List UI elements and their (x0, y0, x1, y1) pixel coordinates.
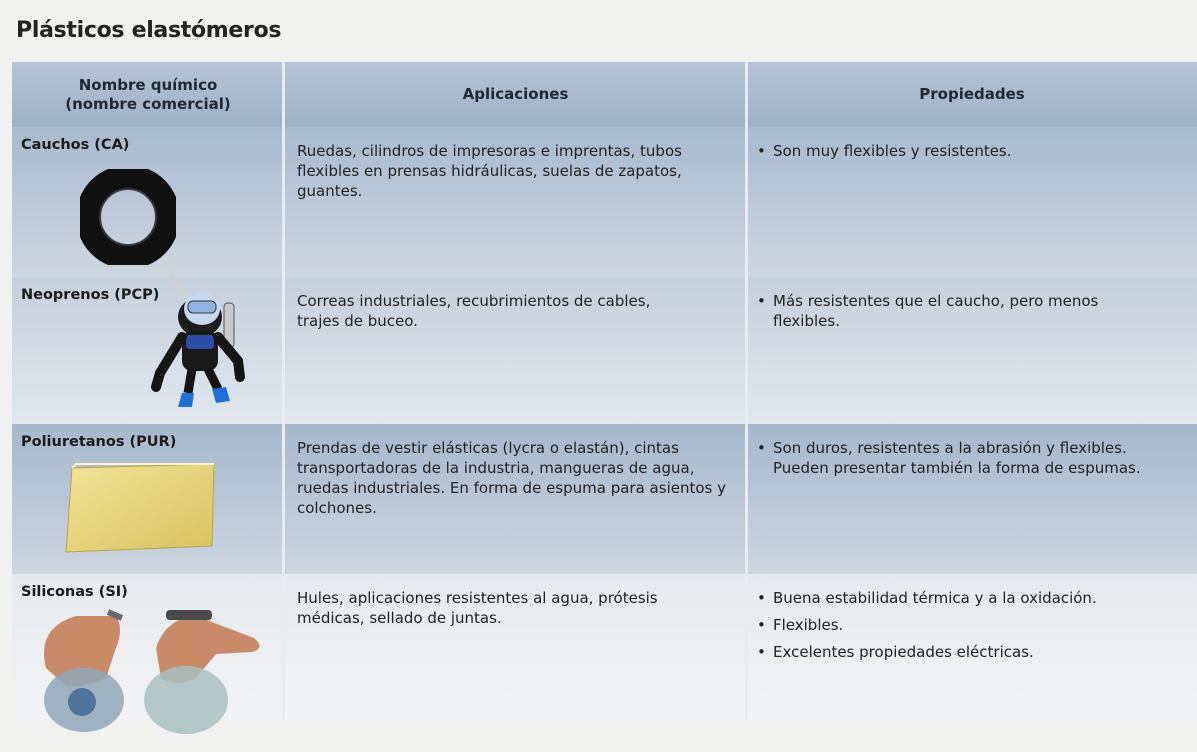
header-name-line1: Nombre químico (78, 75, 218, 94)
page-title: Plásticos elastómeros (16, 18, 282, 43)
elastomers-table (12, 62, 1197, 720)
property-item: • Son muy flexibles y resistentes. (757, 141, 1187, 161)
row-name: Neoprenos (PCP) (21, 287, 160, 303)
property-item: • Flexibles. (757, 615, 1187, 635)
foam-sponge-image (62, 462, 217, 554)
tire-image (80, 169, 176, 265)
row-properties (757, 588, 1187, 669)
row-name: Poliuretanos (PUR) (21, 434, 177, 450)
row-name: Cauchos (CA) (21, 137, 130, 153)
row-properties (757, 438, 1187, 485)
table-row (12, 424, 1197, 574)
header-name-line2: (nombre comercial) (65, 94, 231, 113)
row-applications: Hules, aplicaciones resistentes al agua, prótesis médicas, sellado de juntas. (297, 589, 658, 627)
silicone-hands-image (26, 608, 266, 738)
row-properties (757, 141, 1187, 168)
column-divider (282, 62, 285, 720)
header-applications: Aplicaciones (462, 85, 569, 103)
diver-image (142, 265, 262, 415)
header-properties: Propiedades (919, 85, 1025, 103)
property-item: • Excelentes propiedades eléctricas. (757, 642, 1187, 662)
table-row (12, 574, 1197, 720)
column-divider (745, 62, 748, 720)
row-properties (757, 291, 1187, 338)
property-item: • Más resistentes que el caucho, pero menos flexibles. (757, 291, 1127, 331)
header-chemical-name (12, 62, 284, 127)
property-item: • Son duros, resistentes a la abrasión y flexibles. Pueden presentar también la forma de espumas. (757, 438, 1177, 478)
row-name: Siliconas (SI) (21, 584, 128, 600)
row-applications: Prendas de vestir elásticas (lycra o elastán), cintas transportadoras de la industria, mangueras de agua, ruedas industriales. En forma de espuma para asientos y colchones. (297, 439, 726, 517)
table-row (12, 277, 1197, 424)
property-item: • Buena estabilidad térmica y a la oxidación. (757, 588, 1187, 608)
row-applications: Ruedas, cilindros de impresoras e imprentas, tubos flexibles en prensas hidráulicas, suelas de zapatos, guantes. (297, 142, 682, 200)
row-applications: Correas industriales, recubrimientos de cables, trajes de buceo. (297, 292, 651, 330)
table-row (12, 127, 1197, 277)
